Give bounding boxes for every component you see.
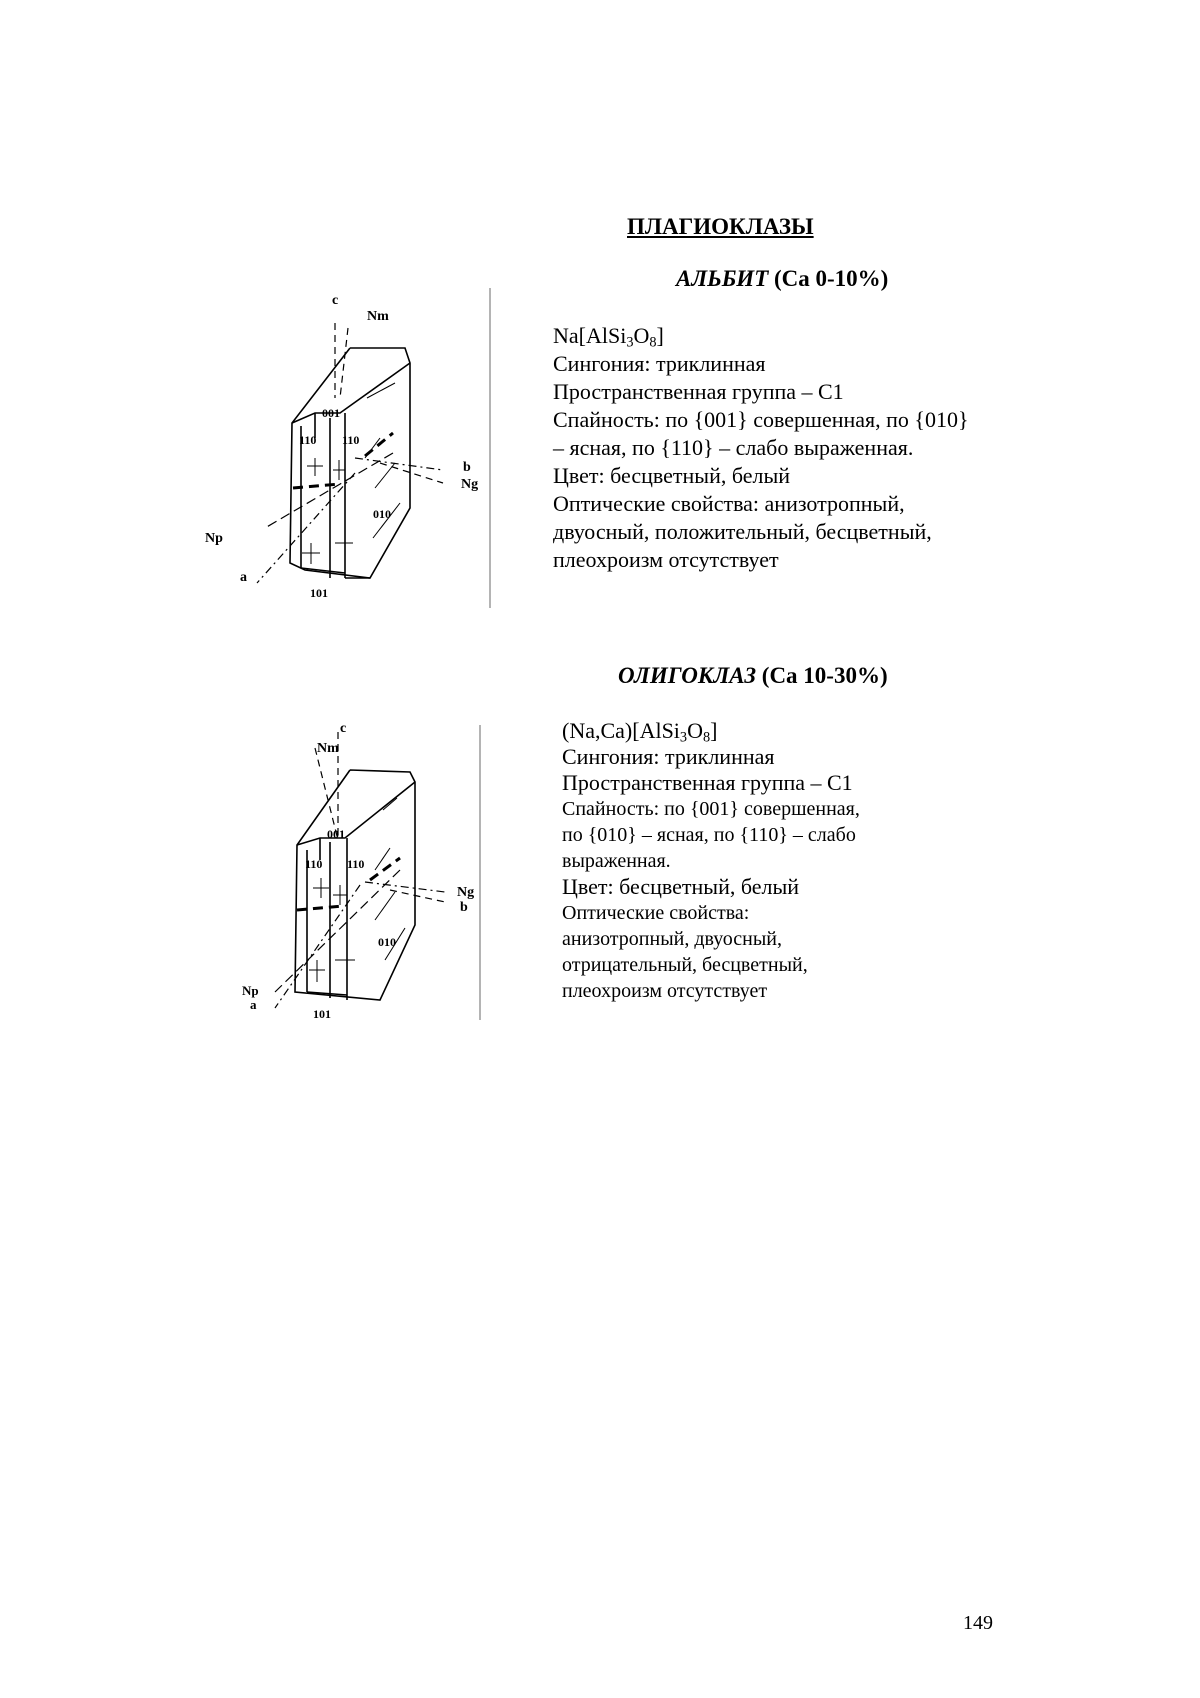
oligoclase-optics-cont2: отрицательный, бесцветный,: [562, 954, 808, 976]
oligoclase-face-110b: 110: [347, 857, 365, 871]
oligoclase-composition: (Ca 10-30%): [761, 663, 888, 688]
albite-face-001: 001: [322, 406, 340, 420]
oligoclase-cleavage: Спайность: по {001} совершенная,: [562, 798, 860, 820]
albite-formula: $Na[AlSi_3O_8]$: [553, 323, 664, 351]
oligoclase-face-010: 010: [378, 935, 396, 949]
oligoclase-label-c: c: [340, 721, 347, 736]
albite-face-010: 010: [373, 507, 391, 521]
oligoclase-pleochroism: плеохроизм отсутствует: [562, 980, 768, 1002]
oligoclase-label-a: a: [250, 997, 257, 1012]
albite-color: Цвет: бесцветный, белый: [553, 463, 791, 488]
oligoclase-optics-cont: анизотропный, двуосный,: [562, 928, 782, 950]
oligoclase-properties: [562, 718, 860, 1004]
albite-cleavage-cont: – ясная, по {110} – слабо выраженная.: [553, 435, 914, 460]
albite-label-Np: Np: [205, 531, 223, 546]
oligoclase-optics: Оптические свойства:: [562, 902, 750, 924]
oligoclase-color: Цвет: бесцветный, белый: [562, 874, 800, 899]
albite-label-b: b: [463, 460, 471, 475]
section-heading: ПЛАГИОКЛАЗЫ: [627, 214, 814, 239]
albite-face-110a: 110: [299, 433, 317, 447]
oligoclase-label-Nm: Nm: [317, 741, 339, 756]
oligoclase-label-b: b: [460, 900, 468, 915]
albite-properties: [553, 322, 969, 574]
oligoclase-space-group: Пространственная группа – C1: [562, 770, 853, 795]
oligoclase-crystal-figure: [235, 720, 495, 1020]
albite-optics: Оптические свойства: анизотропный,: [553, 491, 905, 516]
albite-label-Nm: Nm: [367, 309, 389, 324]
oligoclase-cleavage-cont: по {010} – ясная, по {110} – слабо: [562, 824, 856, 846]
page-number: 149: [963, 1612, 993, 1634]
oligoclase-face-110a: 110: [305, 857, 323, 871]
oligoclase-name: ОЛИГОКЛАЗ: [618, 663, 757, 688]
albite-face-101: 101: [310, 586, 328, 600]
oligoclase-face-001: 001: [327, 827, 345, 841]
oligoclase-label-Ng: Ng: [457, 885, 475, 900]
oligoclase-syngony: Сингония: триклинная: [562, 744, 775, 769]
oligoclase-label-Np: Np: [242, 983, 259, 998]
oligoclase-formula: $(Na,Ca)[AlSi_3O_8]$: [562, 718, 718, 746]
albite-crystal-figure: [205, 288, 495, 608]
albite-title: [676, 266, 888, 292]
albite-label-a: a: [240, 570, 247, 585]
albite-optics-cont: двуосный, положительный, бесцветный,: [553, 519, 932, 544]
albite-cleavage: Спайность: по {001} совершенная, по {010}: [553, 407, 969, 432]
oligoclase-face-101: 101: [313, 1007, 331, 1020]
albite-space-group: Пространственная группа – C1: [553, 379, 844, 404]
albite-face-110b: 110: [342, 433, 360, 447]
albite-name: АЛЬБИТ: [676, 266, 769, 291]
oligoclase-title: [618, 663, 888, 689]
oligoclase-cleavage-end: выраженная.: [562, 850, 671, 872]
albite-composition: (Ca 0-10%): [774, 266, 889, 291]
albite-pleochroism: плеохроизм отсутствует: [553, 547, 779, 572]
albite-label-c: c: [332, 293, 339, 308]
albite-syngony: Сингония: триклинная: [553, 351, 766, 376]
albite-label-Ng: Ng: [461, 477, 479, 492]
